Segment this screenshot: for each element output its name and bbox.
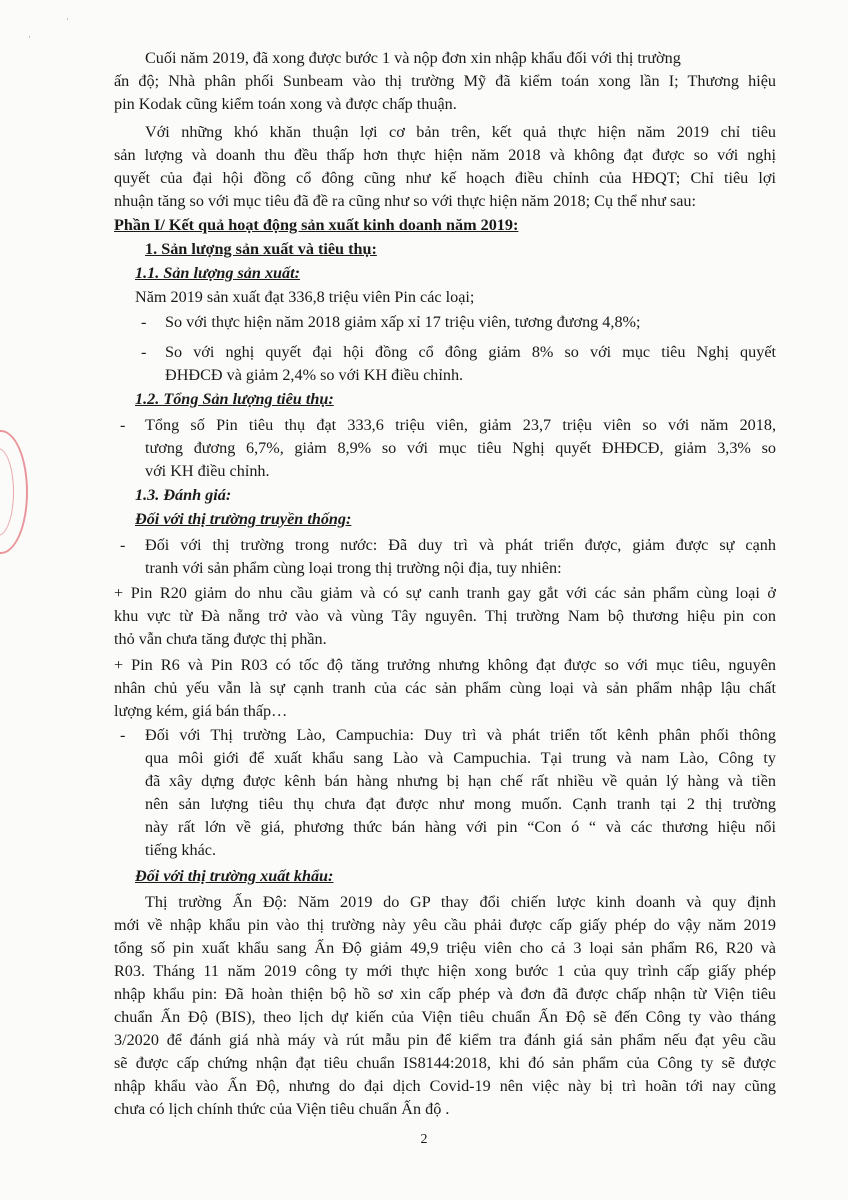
body-line: nhuận tăng so với mục tiêu đã đề ra cũng như so với thực hiện năm 2018; Cụ thể như sau: [114, 192, 697, 210]
body-line: Cuối năm 2019, đã xong được bước 1 và nộp đơn xin nhập khẩu đối với thị trường [145, 49, 681, 67]
bullet-text: này rất lớn về giá, phương thức bán hàng với pin “Con ó “ và các thương hiệu nổi [145, 818, 776, 836]
body-line: + Pin R20 giảm do nhu cầu giảm và có sự canh tranh gay gắt với các sản phẩm cùng loại ở [114, 584, 776, 602]
body-line: Với những khó khăn thuận lợi cơ bản trên, kết quả thực hiện năm 2019 chỉ tiêu [145, 123, 776, 141]
bullet-dash: - [120, 726, 126, 744]
body-line: thỏ vẫn chưa tăng được thị phần. [114, 630, 327, 648]
topic-heading: Đối với thị trường truyền thống: [135, 510, 352, 528]
body-line: ấn độ; Nhà phân phối Sunbeam vào thị trường Mỹ đã kiểm toán xong lần I; Thương hiệu [114, 72, 776, 90]
bullet-dash: - [141, 313, 147, 331]
topic-heading: Đối với thị trường xuất khẩu: [135, 867, 334, 885]
bullet-text: tiếng khác. [145, 841, 217, 859]
body-line: sẽ được cấp chứng nhận đạt tiêu chuẩn IS8144:2018, khi đó sản phẩm của Công ty sẽ được [114, 1054, 776, 1072]
body-line: R03. Tháng 11 năm 2019 công ty mới thực hiện xong bước 1 của quy trình cấp giấy phép [114, 962, 776, 980]
body-line: 3/2020 để đánh giá nhà máy và rút mẫu pin để kiểm tra đánh giá sản phẩm nếu đạt yêu cầu [114, 1031, 776, 1049]
bullet-text: nên sản lượng tiêu thụ chưa đạt được như mong muốn. Cạnh tranh tại 2 thị trường [145, 795, 776, 813]
bullet-text: với KH điều chỉnh. [145, 462, 270, 480]
body-line: mới về nhập khẩu pin vào thị trường này yêu cầu phải được cấp giấy phép do vậy năm 2019 [114, 916, 776, 934]
body-line: chuẩn Ấn Độ (BIS), theo lịch dự kiến của Viện tiêu chuẩn Ấn Độ sẽ đến Công ty vào tháng [114, 1008, 776, 1026]
body-line: nhân chủ yếu vẫn là sự cạnh tranh của các sản phẩm cùng loại và sản phẩm nhập lậu chất [114, 679, 776, 697]
bullet-dash: - [120, 536, 126, 554]
subsection-heading: 1.2. Tổng Sản lượng tiêu thụ: [135, 390, 334, 408]
bullet-text: ĐHĐCĐ và giảm 2,4% so với KH điều chỉnh. [165, 366, 464, 384]
bullet-text: qua môi giới để xuất khẩu sang Lào và Campuchia. Tại trung và nam Lào, Công ty [145, 749, 776, 767]
bullet-text: tranh với sản phẩm cùng loại trong thị trường nội địa, tuy nhiên: [145, 559, 562, 577]
scan-speck: · [28, 32, 31, 42]
body-line: Năm 2019 sản xuất đạt 336,8 triệu viên Pin các loại; [135, 288, 475, 306]
body-line: chưa có lịch chính thức của Viện tiêu chuẩn Ấn độ . [114, 1100, 450, 1118]
bullet-text: Đối với thị trường trong nước: Đã duy trì và phát triển được, giảm được sự cạnh [145, 536, 776, 554]
page-number: 2 [420, 1132, 428, 1147]
body-line: Thị trường Ấn Độ: Năm 2019 do GP thay đổi chiến lược kinh doanh và quy định [145, 893, 776, 911]
body-line: nhập khẩu vào Ấn Độ, nhưng do đại dịch Covid-19 nên việc này bị trì hoãn tới nay cũng [114, 1077, 776, 1095]
body-line: lượng kém, giá bán thấp… [114, 702, 288, 720]
subsection-heading: 1.3. Đánh giá: [135, 486, 232, 504]
section-heading: Phần I/ Kết quả hoạt động sản xuất kinh doanh năm 2019: [114, 216, 519, 234]
body-line: + Pin R6 và Pin R03 có tốc độ tăng trưởng nhưng không đạt được so với mục tiêu, nguyên [114, 656, 776, 674]
bullet-dash: - [120, 416, 126, 434]
body-line: quyết của đại hội đồng cổ đông cũng như kế hoạch điều chỉnh của HĐQT; Chỉ tiêu lợi [114, 169, 776, 187]
subsection-heading: 1.1. Sản lượng sản xuất: [135, 264, 301, 282]
bullet-text: tương đương 6,7%, giảm 8,9% so với mục tiêu Nghị quyết ĐHĐCĐ, giảm 3,3% so [145, 439, 776, 457]
bullet-text: Đối với Thị trường Lào, Campuchia: Duy trì và phát triển tốt kênh phân phối thông [145, 726, 776, 744]
subsection-heading: 1. Sản lượng sản xuất và tiêu thụ: [145, 240, 377, 258]
bullet-text: So với thực hiện năm 2018 giảm xấp xỉ 17 triệu viên, tương đương 4,8%; [165, 313, 641, 331]
body-line: sản lượng và doanh thu đều thấp hơn thực hiện năm 2018 và không đạt được so với nghị [114, 146, 776, 164]
bullet-text: So với nghị quyết đại hội đồng cổ đông giảm 8% so với mục tiêu Nghị quyết [165, 343, 776, 361]
bullet-text: đã xây dựng được kênh bán hàng nhưng bị hạn chế rất nhiều về quản lý hàng và tiền [145, 772, 776, 790]
scan-speck: · [66, 14, 69, 24]
body-line: tổng số pin xuất khẩu sang Ấn Độ giảm 49,9 triệu viên cho cả 3 loại sản phẩm R6, R20 và [114, 939, 776, 957]
body-line: nhập khẩu pin: Đã hoàn thiện bộ hồ sơ xin cấp phép và đơn đã được chấp nhận từ Viện tiêu [114, 985, 776, 1003]
bullet-text: Tổng số Pin tiêu thụ đạt 333,6 triệu viên, giảm 23,7 triệu viên so với năm 2018, [145, 416, 776, 434]
bullet-dash: - [141, 343, 147, 361]
body-line: pin Kodak cũng kiểm toán xong và được chấp thuận. [114, 95, 457, 113]
body-line: khu vực từ Đà nẵng trở vào và vùng Tây nguyên. Thị trường Nam bộ thương hiệu pin con [114, 607, 776, 625]
